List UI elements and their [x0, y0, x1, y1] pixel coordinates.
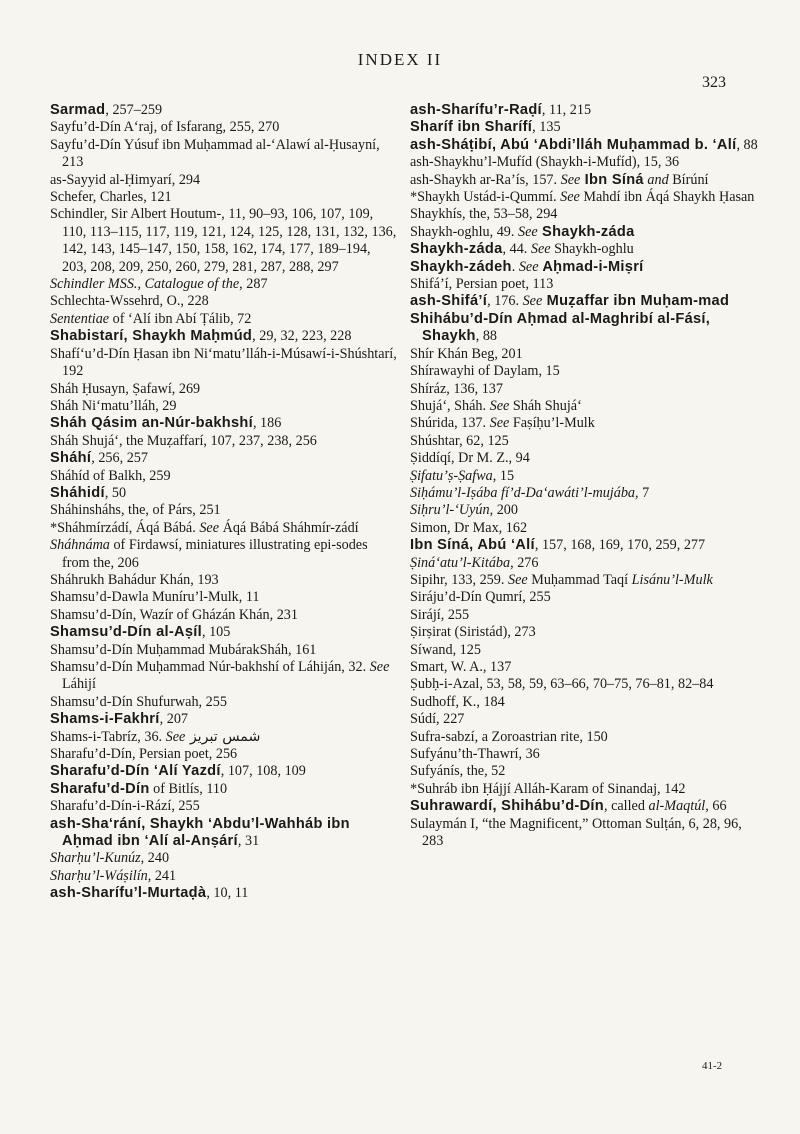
index-entry	[410, 415, 758, 432]
entry-text: , 105	[201, 624, 231, 641]
entry-text: Schlechta-Wssehrd, O., 228	[50, 293, 209, 310]
entry-text: Sháhíd of Balkh, 259	[50, 467, 171, 484]
index-entry	[410, 224, 758, 241]
index-entry	[410, 624, 758, 641]
printer-signature: 41-2	[702, 1060, 723, 1072]
entry-text: , 88	[475, 328, 497, 345]
index-entry	[410, 137, 758, 154]
index-entry	[410, 520, 758, 537]
index-entry	[50, 468, 398, 485]
index-entry	[410, 763, 758, 780]
entry-text: Sháh Ni‘matu’lláh, 29	[50, 397, 177, 414]
entry-text: , 44.	[502, 241, 531, 258]
entry-text: , 240	[140, 850, 170, 867]
index-entry	[50, 276, 398, 293]
entry-heading: ash-Sharífu’l-Murtaḍà	[50, 885, 207, 902]
entry-text: Muḥammad Taqí	[527, 571, 632, 588]
entry-italic: See	[518, 258, 539, 275]
index-entry	[410, 102, 758, 119]
entry-text: ash-Shaykhu’l-Mufíd (Shaykh-i-Mufíd), 15, 36	[410, 154, 680, 171]
index-entry	[410, 502, 758, 519]
index-entry	[410, 172, 758, 189]
entry-italic: See	[507, 571, 528, 588]
entry-text: Faṣíḥu’l-Mulk	[509, 415, 595, 432]
entry-text: , 10, 11	[206, 885, 249, 902]
entry-italic: Ṣifatu’ṣ-Ṣafwa	[410, 467, 493, 484]
index-entry	[410, 572, 758, 589]
entry-text: Sufyánís, the, 52	[410, 763, 506, 780]
index-entry	[410, 276, 758, 293]
entry-text: Sháh Ḥusayn, Ṣafawí, 269	[50, 380, 201, 397]
entry-heading: Sháhidí	[50, 484, 105, 501]
entry-heading: ash-Sháṭibí, Abú ‘Abdi’lláh Muḥammad b. ‘Alí	[410, 136, 737, 153]
entry-italic: See	[517, 223, 538, 240]
index-entry	[410, 189, 758, 206]
entry-text: Shaykhís, the, 53–58, 294	[410, 206, 558, 223]
entry-text: , 50	[104, 484, 127, 501]
entry-italic: Ṣiná‘atu’l-Kitába	[410, 554, 511, 571]
entry-italic: See	[522, 293, 543, 310]
entry-text: Sayfu’d-Dín A‘raj, of Isfarang, 255, 270	[50, 119, 280, 136]
entry-text: Shírawayhi of Daylam, 15	[410, 363, 560, 380]
entry-italic: See	[369, 659, 390, 675]
index-entry	[50, 119, 398, 136]
entry-text: , 200	[489, 502, 518, 519]
entry-heading: Shaykh-záda	[537, 223, 635, 240]
entry-text: *Shaykh Ustád-i-Qummí.	[410, 189, 561, 206]
entry-italic: Schindler MSS., Catalogue of the	[50, 276, 240, 293]
index-entry	[50, 311, 398, 328]
entry-text: , 135	[532, 119, 561, 136]
index-entry	[50, 694, 398, 711]
entry-text: , 66	[705, 798, 727, 815]
entry-text: , 107, 108, 109	[220, 763, 306, 780]
entry-text: Schefer, Charles, 121	[50, 189, 172, 206]
entry-heading: Shaykh-záda	[410, 241, 503, 258]
entry-text: Áqá Bábá Sháhmír-zádí	[219, 519, 359, 536]
entry-text: Shafí‘u’d-Dín Ḥasan ibn Ni‘matu’lláh-i-Músawí-i-Shúshtarí, 192	[50, 345, 397, 380]
entry-text: Súdí, 227	[410, 711, 465, 728]
entry-heading: Muẓaffar ibn Muḥam-mad	[542, 293, 730, 310]
index-entry	[410, 259, 758, 276]
entry-text: , 15	[492, 467, 515, 484]
entry-text: Sharafu’d-Dín, Persian poet, 256	[50, 746, 238, 763]
index-entry	[410, 154, 758, 171]
entry-italic: al-Maqtúl	[648, 798, 706, 815]
entry-text: of ‘Alí ibn Abí Ṭálib, 72	[109, 310, 252, 327]
entry-text: Shifá’í, Persian poet, 113	[410, 276, 554, 293]
entry-text: Sharafu’d-Dín-i-Rází, 255	[50, 798, 200, 815]
entry-text: as-Sayyid al-Ḥimyarí, 294	[50, 171, 201, 188]
entry-text: *Suhráb ibn Ḥájjí Alláh-Karam of Sinandaj, 142	[410, 780, 686, 797]
entry-text: Sudhoff, K., 184	[410, 693, 505, 710]
entry-text: Shúrida, 137.	[410, 415, 490, 432]
index-entry	[410, 363, 758, 380]
entry-italic: Sharḥu’l-Wáṣilín	[50, 867, 148, 884]
entry-text: Sháhinsháhs, the, of Párs, 251	[50, 502, 221, 519]
entry-text: Shujá‘, Sháh.	[410, 397, 490, 414]
index-entry	[50, 589, 398, 606]
entry-heading: Shams-i-Fakhrí	[50, 711, 160, 728]
entry-text: Sulaymán I, “the Magnificent,” Ottoman Sulṭán, 6, 28, 96, 283	[410, 815, 742, 850]
entry-heading: Shamsu’d-Dín al-Aṣíl	[50, 624, 202, 641]
index-entry	[410, 781, 758, 798]
index-entry	[50, 711, 398, 728]
entry-text: , 256, 257	[91, 450, 148, 467]
index-entry	[410, 468, 758, 485]
entry-text: Sufyánu’th-Thawrí, 36	[410, 746, 540, 763]
entry-italic: See	[489, 397, 510, 414]
index-entry	[410, 485, 758, 502]
entry-text: , 287	[239, 276, 268, 293]
index-entry	[410, 555, 758, 572]
entry-heading: Sháhí	[50, 450, 92, 467]
entry-text: Siráju’d-Dín Qumrí, 255	[410, 589, 551, 606]
entry-italic: See	[560, 189, 580, 206]
entry-text: Sirájí, 255	[410, 606, 470, 623]
index-entry	[50, 798, 398, 815]
index-entry	[50, 781, 398, 798]
index-entry	[50, 450, 398, 467]
entry-text: Sufra-sabzí, a Zoroastrian rite, 150	[410, 728, 608, 745]
entry-heading: Shaykh-zádeh	[410, 258, 512, 275]
entry-text: Láhijí	[62, 676, 96, 693]
entry-text: Shams-i-Tabríz, 36.	[50, 728, 166, 745]
entry-text: Shaykh-oghlu, 49.	[410, 223, 518, 240]
index-column-left	[50, 102, 398, 903]
entry-italic: Siḥru’l-‘Uyún	[410, 502, 490, 519]
entry-text: *Sháhmírzádí, Áqá Bábá.	[50, 519, 200, 536]
entry-italic: Sharḥu’l-Kunúz	[50, 850, 141, 867]
entry-text: , 29, 32, 223, 228	[252, 328, 352, 345]
entry-text: Shaykh-oghlu	[550, 241, 634, 258]
entry-text: ash-Shaykh ar-Ra’ís, 157.	[410, 171, 561, 188]
index-entry	[410, 659, 758, 676]
entry-text: , 88	[736, 136, 758, 153]
entry-text: Sháh Shujá‘, the Muẓaffarí, 107, 237, 238, 256	[50, 432, 317, 449]
entry-text: Sayfu’d-Dín Yúsuf ibn Muḥammad al-‘Alawí al-Ḥusayní, 213	[50, 136, 380, 171]
entry-italic: and	[643, 171, 669, 188]
index-entry	[410, 537, 758, 554]
entry-italic: Siḥámu’l-Iṣába fí’d-Da‘awáti’l-mujába	[410, 484, 636, 501]
entry-text: Shír Khán Beg, 201	[410, 345, 523, 362]
index-entry	[410, 398, 758, 415]
index-entry	[50, 850, 398, 867]
index-entry	[410, 798, 758, 815]
index-entry	[410, 729, 758, 746]
index-entry	[50, 572, 398, 589]
index-entry	[410, 346, 758, 363]
index-entry	[50, 746, 398, 763]
index-entry	[410, 311, 758, 346]
entry-italic: See	[530, 241, 551, 258]
index-entry	[410, 589, 758, 606]
entry-heading: Ibn Síná	[580, 171, 644, 188]
index-entry	[410, 694, 758, 711]
entry-text: Smart, W. A., 137	[410, 659, 512, 675]
entry-heading: Sharafu’d-Dín ‘Alí Yazdí	[50, 763, 221, 780]
entry-text: Shamsu’d-Dawla Muníru’l-Mulk, 11	[50, 589, 260, 606]
entry-text: Shúshtar, 62, 125	[410, 432, 509, 449]
index-entry	[410, 381, 758, 398]
index-entry	[50, 502, 398, 519]
index-entry	[50, 642, 398, 659]
index-entry	[50, 763, 398, 780]
index-entry	[50, 816, 398, 851]
index-entry	[410, 746, 758, 763]
entry-text: , 276	[510, 554, 539, 571]
index-entry	[50, 607, 398, 624]
index-entry	[410, 119, 758, 136]
entry-heading: ash-Shifá’í	[410, 293, 488, 310]
entry-text: Síwand, 125	[410, 641, 481, 658]
entry-italic: See	[489, 415, 510, 432]
entry-text: .	[511, 258, 519, 275]
entry-text: Shamsu’d-Dín, Wazír of Gházán Khán, 231	[50, 606, 298, 623]
entry-italic: See	[199, 519, 220, 536]
entry-text: Ṣubḥ-i-Azal, 53, 58, 59, 63–66, 70–75, 76–81, 82–84	[410, 676, 714, 693]
entry-text: , called	[603, 798, 649, 815]
entry-text: , 11, 215	[541, 102, 592, 118]
entry-heading: Sarmad	[50, 102, 106, 118]
entry-text: Simon, Dr Max, 162	[410, 519, 528, 536]
index-entry	[50, 520, 398, 537]
entry-heading: Suhrawardí, Shihábu’d-Dín	[410, 798, 604, 815]
index-entry	[410, 241, 758, 258]
entry-text: , 157, 168, 169, 170, 259, 277	[534, 537, 706, 554]
index-entry	[50, 729, 398, 746]
running-head: INDEX II	[357, 50, 443, 69]
entry-text: of Bitlís, 110	[149, 780, 228, 797]
index-entry	[50, 885, 398, 902]
index-entry	[50, 102, 398, 119]
entry-text: Sipihr, 133, 259.	[410, 571, 508, 588]
index-entry	[50, 433, 398, 450]
entry-text: Sháhrukh Bahádur Khán, 193	[50, 571, 219, 588]
entry-heading: Sháh Qásim an-Núr-bakhshí	[50, 415, 253, 432]
entry-heading: ash-Sha‘rání, Shaykh ‘Abdu’l-Wahháb ibn Aḥmad ibn ‘Alí al-Anṣárí	[50, 815, 350, 850]
index-entry	[50, 189, 398, 206]
index-entry	[410, 293, 758, 310]
entry-heading: Ibn Síná, Abú ‘Alí	[410, 537, 535, 554]
index-entry	[50, 172, 398, 189]
index-entry	[50, 868, 398, 885]
index-entry	[50, 328, 398, 345]
index-entry	[410, 642, 758, 659]
entry-text: , 207	[159, 711, 189, 728]
index-column-right	[410, 102, 758, 850]
entry-text: Shamsu’d-Dín Muḥammad MubárakSháh, 161	[50, 641, 317, 658]
entry-text: Shamsu’d-Dín Muḥammad Núr-bakhshí of Láhiján, 32.	[50, 659, 370, 675]
entry-heading: Shihábu’d-Dín Aḥmad al-Maghribí al-Fásí, Shaykh	[410, 310, 711, 345]
index-entry	[50, 346, 398, 381]
index-entry	[50, 293, 398, 310]
entry-text: , 176.	[487, 293, 523, 310]
entry-heading: Sharafu’d-Dín	[50, 780, 150, 797]
entry-text: شمس تبريز	[185, 728, 261, 745]
index-entry	[410, 206, 758, 223]
index-entry	[50, 624, 398, 641]
entry-text: Ṣirṣirat (Siristád), 273	[410, 624, 536, 641]
entry-text: of Firdawsí, miniatures illustrating epi-sodes from the, 206	[62, 537, 368, 571]
index-entry	[410, 450, 758, 467]
entry-heading: ash-Sharífu’r-Raḍí	[410, 102, 542, 118]
index-entry	[50, 381, 398, 398]
entry-text: Bírúní	[668, 171, 709, 188]
entry-italic: See	[165, 728, 186, 745]
index-entry	[410, 711, 758, 728]
entry-text: , 241	[147, 867, 177, 884]
index-entry	[50, 659, 398, 694]
entry-italic: Lisánu’l-Mulk	[631, 571, 713, 588]
index-entry	[410, 676, 758, 693]
entry-italic: See	[560, 171, 581, 188]
index-entry	[410, 607, 758, 624]
entry-text: Shíráz, 136, 137	[410, 380, 503, 397]
index-entry	[410, 816, 758, 851]
page-number: 323	[702, 74, 726, 91]
entry-text: Shamsu’d-Dín Shufurwah, 255	[50, 693, 227, 710]
entry-text: , 257–259	[105, 102, 163, 118]
entry-italic: Sháhnáma	[50, 537, 110, 554]
index-entry	[50, 137, 398, 172]
entry-heading: Aḥmad-i-Miṣrí	[538, 258, 644, 275]
entry-heading: Shabistarí, Shaykh Maḥmúd	[50, 328, 253, 345]
index-entry	[410, 433, 758, 450]
index-entry	[50, 537, 398, 572]
index-entry	[50, 206, 398, 276]
entry-text: Sháh Shujá‘	[509, 397, 582, 414]
entry-text: Schindler, Sir Albert Houtum-, 11, 90–93, 106, 107, 109, 110, 113–115, 117, 119, 121, 124, 125, 128, 131, 132, 136, 142, 143, 145–147, 150, 158, 162, 174, 177, 189–194, 203, 208, 209, 250, 260, 279, 281, 287, 288, 297	[50, 206, 397, 275]
index-entry	[50, 485, 398, 502]
entry-text: , 31	[237, 833, 260, 850]
entry-text: , 186	[252, 415, 282, 432]
index-entry	[50, 415, 398, 432]
entry-heading: Sharíf ibn Sharífí	[410, 119, 533, 136]
entry-text: Ṣiddíqí, Dr M. Z., 94	[410, 450, 530, 467]
entry-italic: Sententiae	[50, 310, 110, 327]
entry-text: , 7	[635, 484, 650, 501]
entry-text: Mahdí ibn Áqá Shaykh Ḥasan	[579, 189, 755, 206]
index-entry	[50, 398, 398, 415]
